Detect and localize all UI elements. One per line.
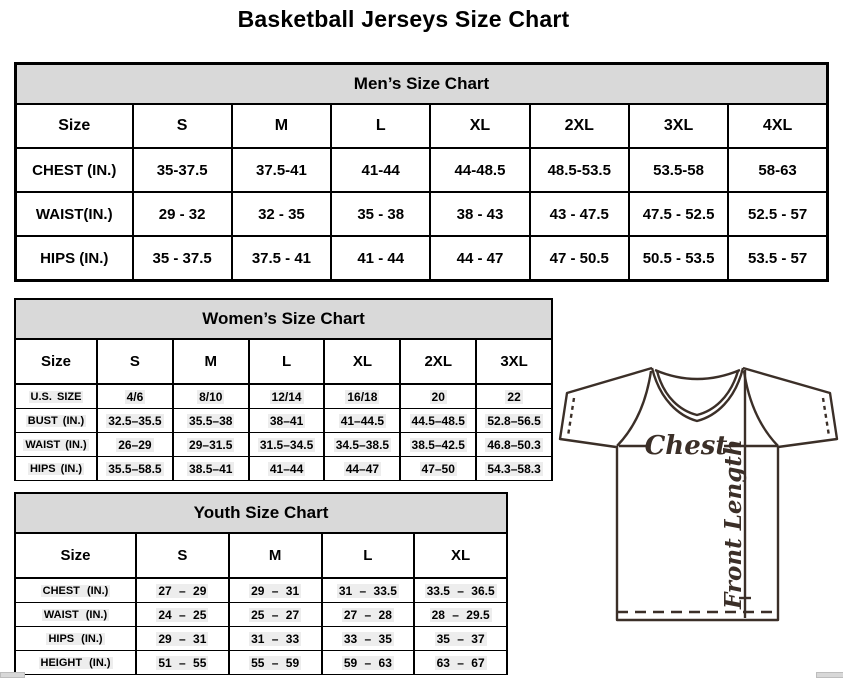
value-cell: 52.5 - 57 — [728, 192, 827, 236]
value-cell — [173, 409, 249, 433]
value-text: 12/14 — [271, 389, 302, 404]
value-cell — [229, 651, 322, 675]
value-cell: 41 - 44 — [331, 236, 430, 281]
value-text: 55 – 59 — [251, 655, 300, 670]
jersey-collar-outer — [652, 368, 743, 421]
column-header-m: M — [173, 339, 249, 384]
jersey-left-sleeve-outline — [560, 368, 652, 447]
value-cell: 37.5 - 41 — [232, 236, 331, 281]
value-text: 38–41 — [269, 413, 304, 428]
value-cell — [173, 384, 249, 409]
value-cell — [414, 627, 507, 651]
womens-hips-row — [15, 457, 552, 481]
value-cell — [249, 384, 325, 409]
value-cell — [324, 457, 400, 481]
value-text: 52.8–56.5 — [487, 413, 541, 428]
value-cell: 58-63 — [728, 148, 827, 192]
womens-table-title: Women’s Size Chart — [15, 299, 552, 339]
value-text: 54.3–58.3 — [487, 461, 541, 476]
womens-bust-row — [15, 409, 552, 433]
youth-height-row — [15, 651, 507, 675]
mens-header-row — [16, 104, 828, 148]
column-header-l: L — [331, 104, 430, 148]
row-label-text: WAIST (IN.) — [25, 438, 87, 451]
row-label — [15, 433, 97, 457]
value-cell — [400, 433, 476, 457]
value-cell: 35 - 38 — [331, 192, 430, 236]
value-cell — [322, 578, 415, 603]
value-cell — [322, 603, 415, 627]
page-title: Basketball Jerseys Size Chart — [237, 6, 570, 32]
value-cell — [476, 384, 552, 409]
value-cell — [324, 409, 400, 433]
value-cell — [414, 651, 507, 675]
value-cell — [414, 578, 507, 603]
value-cell — [400, 409, 476, 433]
row-label: HIPS (IN.) — [16, 236, 133, 281]
value-text: 29 – 31 — [158, 631, 207, 646]
value-text: 59 – 63 — [343, 655, 392, 670]
value-cell — [476, 433, 552, 457]
value-cell — [476, 457, 552, 481]
value-text: 35.5–38 — [189, 413, 233, 428]
value-cell — [249, 433, 325, 457]
row-label — [15, 578, 136, 603]
jersey-right-cuff-dashed-line — [823, 398, 829, 436]
value-cell: 50.5 - 53.5 — [629, 236, 728, 281]
value-text: 38.5–42.5 — [411, 437, 465, 452]
column-header-s: S — [97, 339, 173, 384]
jersey-measurement-diagram — [557, 358, 840, 638]
scrollbar-stub-right[interactable] — [816, 672, 843, 678]
column-header-l: L — [249, 339, 325, 384]
youth-table-title: Youth Size Chart — [15, 493, 507, 533]
row-label-text: HIPS (IN.) — [48, 632, 103, 645]
value-cell — [97, 409, 173, 433]
front-length-label: Front Length — [720, 439, 747, 609]
value-cell — [476, 409, 552, 433]
row-label — [15, 457, 97, 481]
value-cell — [97, 433, 173, 457]
value-cell: 38 - 43 — [430, 192, 529, 236]
value-text: 31 – 33 — [251, 631, 300, 646]
womens-size-chart-table — [14, 298, 553, 481]
mens-hips-row — [16, 236, 828, 281]
column-header-4xl: 4XL — [728, 104, 827, 148]
value-text: 26–29 — [118, 437, 152, 452]
value-text: 28 – 29.5 — [431, 607, 490, 622]
womens-waist-row — [15, 433, 552, 457]
row-label-text: HIPS (IN.) — [29, 462, 83, 475]
column-header-3xl: 3XL — [629, 104, 728, 148]
jersey-collar-inner — [657, 371, 738, 415]
value-text: 8/10 — [199, 389, 223, 404]
mens-table-title: Men’s Size Chart — [16, 64, 828, 105]
row-label — [15, 651, 136, 675]
value-text: 29–31.5 — [189, 437, 233, 452]
value-cell: 32 - 35 — [232, 192, 331, 236]
column-header-xl: XL — [414, 533, 507, 578]
row-label — [15, 409, 97, 433]
row-label-text: WAIST (IN.) — [43, 608, 108, 621]
value-text: 31.5–34.5 — [259, 437, 314, 452]
value-cell — [136, 603, 229, 627]
value-cell — [249, 409, 325, 433]
womens-us-size-row — [15, 384, 552, 409]
value-cell: 44-48.5 — [430, 148, 529, 192]
value-cell — [173, 433, 249, 457]
column-header-l: L — [322, 533, 415, 578]
value-text: 44–47 — [345, 461, 380, 476]
jersey-right-sleeve-outline — [743, 368, 837, 447]
value-text: 24 – 25 — [158, 607, 207, 622]
value-text: 35.5–58.5 — [108, 461, 162, 476]
value-text: 33 – 35 — [343, 631, 392, 646]
value-text: 35 – 37 — [436, 631, 485, 646]
value-text: 46.8–50.3 — [487, 437, 541, 452]
mens-table-title-row — [16, 64, 828, 105]
value-cell — [322, 627, 415, 651]
jersey-body-outline — [617, 446, 778, 620]
jersey-left-cuff-dashed-line — [568, 398, 574, 436]
value-cell — [400, 457, 476, 481]
value-text: 41–44.5 — [340, 413, 385, 428]
value-text: 34.5–38.5 — [335, 437, 390, 452]
column-header-s: S — [136, 533, 229, 578]
column-header-m: M — [229, 533, 322, 578]
value-cell: 37.5-41 — [232, 148, 331, 192]
value-cell — [136, 578, 229, 603]
value-cell — [97, 384, 173, 409]
value-cell: 53.5 - 57 — [728, 236, 827, 281]
column-header-xl: XL — [430, 104, 529, 148]
value-cell — [136, 627, 229, 651]
value-cell: 47.5 - 52.5 — [629, 192, 728, 236]
column-header-2xl: 2XL — [530, 104, 629, 148]
value-text: 41–44 — [269, 461, 304, 476]
value-text: 31 – 33.5 — [338, 583, 397, 598]
value-cell — [229, 627, 322, 651]
value-cell: 43 - 47.5 — [530, 192, 629, 236]
value-cell — [173, 457, 249, 481]
row-label-text: U.S. SIZE — [30, 390, 82, 403]
row-label — [15, 627, 136, 651]
womens-header-row — [15, 339, 552, 384]
value-cell — [229, 603, 322, 627]
jersey-back-neck-arc — [655, 370, 740, 379]
row-label-text: HEIGHT (IN.) — [40, 656, 111, 669]
mens-waist-row — [16, 192, 828, 236]
jersey-right-armhole-seam — [744, 371, 778, 446]
value-cell — [400, 384, 476, 409]
value-cell: 35 - 37.5 — [133, 236, 232, 281]
column-header-3xl: 3XL — [476, 339, 552, 384]
scrollbar-stub-left[interactable] — [0, 672, 25, 678]
value-cell — [324, 384, 400, 409]
column-header-2xl: 2XL — [400, 339, 476, 384]
column-header-m: M — [232, 104, 331, 148]
value-cell: 35-37.5 — [133, 148, 232, 192]
value-text: 25 – 27 — [251, 607, 300, 622]
value-cell: 48.5-53.5 — [530, 148, 629, 192]
value-cell: 41-44 — [331, 148, 430, 192]
youth-chest-row — [15, 578, 507, 603]
youth-header-row — [15, 533, 507, 578]
row-label — [15, 603, 136, 627]
youth-size-chart-table — [14, 492, 508, 675]
value-text: 32.5–35.5 — [108, 413, 162, 428]
value-text: 63 – 67 — [436, 655, 485, 670]
youth-hips-row — [15, 627, 507, 651]
youth-table-title-row — [15, 493, 507, 533]
value-text: 29 – 31 — [251, 583, 300, 598]
value-cell — [229, 578, 322, 603]
row-label — [15, 384, 97, 409]
value-cell — [322, 651, 415, 675]
chest-label: Chest — [644, 431, 728, 461]
row-label: WAIST(IN.) — [16, 192, 133, 236]
value-text: 44.5–48.5 — [411, 413, 465, 428]
value-cell: 44 - 47 — [430, 236, 529, 281]
row-label-text: BUST (IN.) — [27, 414, 85, 427]
womens-table-title-row — [15, 299, 552, 339]
value-text: 38.5–41 — [189, 461, 233, 476]
value-cell — [324, 433, 400, 457]
value-text: 16/18 — [347, 389, 378, 404]
value-text: 20 — [431, 389, 445, 404]
column-header-size: Size — [15, 533, 136, 578]
value-cell — [136, 651, 229, 675]
column-header-size: Size — [15, 339, 97, 384]
row-label-text: CHEST (IN.) — [42, 584, 109, 597]
value-cell — [97, 457, 173, 481]
value-cell: 29 - 32 — [133, 192, 232, 236]
value-text: 27 – 29 — [158, 583, 207, 598]
value-cell — [414, 603, 507, 627]
value-cell — [249, 457, 325, 481]
column-header-size: Size — [16, 104, 133, 148]
mens-chest-row — [16, 148, 828, 192]
row-label: CHEST (IN.) — [16, 148, 133, 192]
value-text: 51 – 55 — [158, 655, 207, 670]
value-text: 4/6 — [126, 389, 144, 404]
column-header-s: S — [133, 104, 232, 148]
youth-waist-row — [15, 603, 507, 627]
column-header-xl: XL — [324, 339, 400, 384]
value-text: 22 — [507, 389, 521, 404]
mens-size-chart-table — [14, 62, 829, 282]
value-text: 47–50 — [421, 461, 455, 476]
value-cell: 53.5-58 — [629, 148, 728, 192]
value-text: 33.5 – 36.5 — [426, 583, 495, 598]
value-cell: 47 - 50.5 — [530, 236, 629, 281]
value-text: 27 – 28 — [343, 607, 392, 622]
